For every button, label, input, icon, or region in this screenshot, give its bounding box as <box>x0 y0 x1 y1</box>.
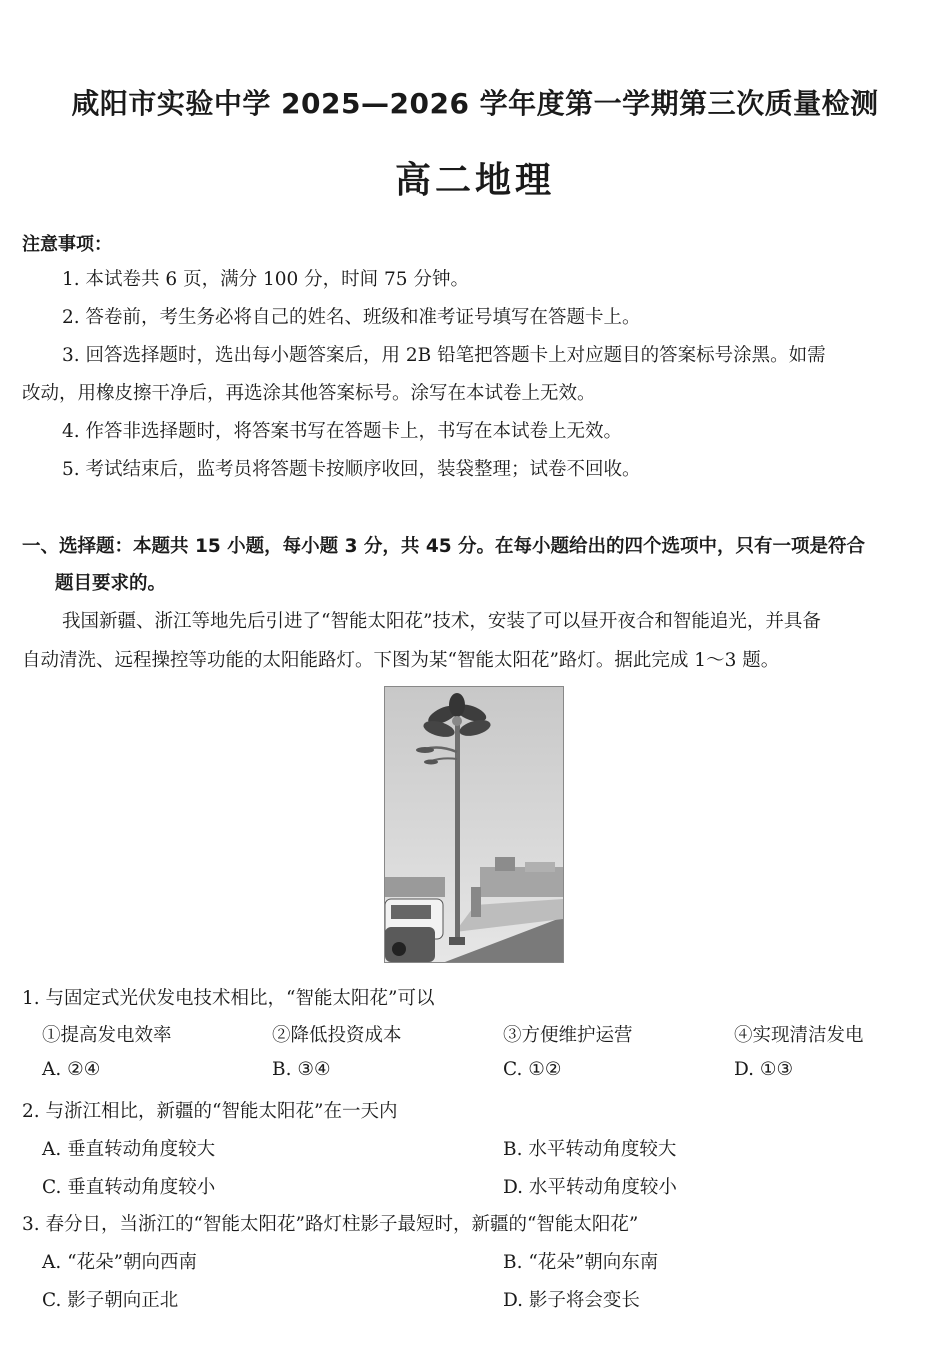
answer-option: B. “花朵”朝向东南 <box>503 1252 659 1273</box>
notice-item-continued: 改动，用橡皮擦干净后，再选涂其他答案标号。涂写在本试卷上无效。 <box>22 383 596 404</box>
question-stem: 2. 与浙江相比，新疆的“智能太阳花”在一天内 <box>22 1101 398 1122</box>
subject-title: 高二地理 <box>394 160 555 201</box>
material-intro: 我国新疆、浙江等地先后引进了“智能太阳花”技术，安装了可以昼开夜合和智能追光，并具备 <box>62 611 821 632</box>
notice-item: 2. 答卷前，考生务必将自己的姓名、班级和准考证号填写在答题卡上。 <box>62 307 641 328</box>
question-stem: 1. 与固定式光伏发电技术相比，“智能太阳花”可以 <box>22 988 435 1009</box>
material-intro-cont: 自动清洗、远程操控等功能的太阳能路灯。下图为某“智能太阳花”路灯。据此完成 1～3 题。 <box>22 650 780 671</box>
question-stem: 3. 春分日，当浙江的“智能太阳花”路灯柱影子最短时，新疆的“智能太阳花” <box>22 1214 639 1235</box>
notice-heading: 注意事项： <box>22 234 112 255</box>
answer-option: D. 影子将会变长 <box>503 1290 640 1311</box>
statement: ③方便维护运营 <box>503 1025 633 1046</box>
section-heading: 一、选择题：本题共 15 小题，每小题 3 分，共 45 分。在每小题给出的四个选项中，只有一项是符合 <box>22 536 866 557</box>
answer-option: C. 垂直转动角度较小 <box>42 1177 216 1198</box>
notice-item: 3. 回答选择题时，选出每小题答案后，用 2B 铅笔把答题卡上对应题目的答案标号涂黑。如需 <box>62 345 826 366</box>
streetlight-photo <box>384 686 564 963</box>
answer-option: D. 水平转动角度较小 <box>503 1177 677 1198</box>
answer-option: B. 水平转动角度较大 <box>503 1139 677 1160</box>
answer-option: B. ③④ <box>272 1059 331 1080</box>
notice-item: 5. 考试结束后，监考员将答题卡按顺序收回，装袋整理；试卷不回收。 <box>62 459 641 480</box>
answer-option: A. ②④ <box>42 1059 101 1080</box>
answer-option: A. “花朵”朝向西南 <box>42 1252 198 1273</box>
answer-option: C. 影子朝向正北 <box>42 1290 179 1311</box>
exam-title: 咸阳市实验中学 2025—2026 学年度第一学期第三次质量检测 <box>71 87 879 120</box>
answer-option: A. 垂直转动角度较大 <box>42 1139 216 1160</box>
notice-item: 1. 本试卷共 6 页，满分 100 分，时间 75 分钟。 <box>62 269 469 290</box>
statement: ①提高发电效率 <box>42 1025 172 1046</box>
statement: ②降低投资成本 <box>272 1025 402 1046</box>
statement: ④实现清洁发电 <box>734 1025 864 1046</box>
answer-option: C. ①② <box>503 1059 562 1080</box>
answer-option: D. ①③ <box>734 1059 794 1080</box>
notice-item: 4. 作答非选择题时，将答案书写在答题卡上，书写在本试卷上无效。 <box>62 421 623 442</box>
section-heading-cont: 题目要求的。 <box>55 573 167 594</box>
